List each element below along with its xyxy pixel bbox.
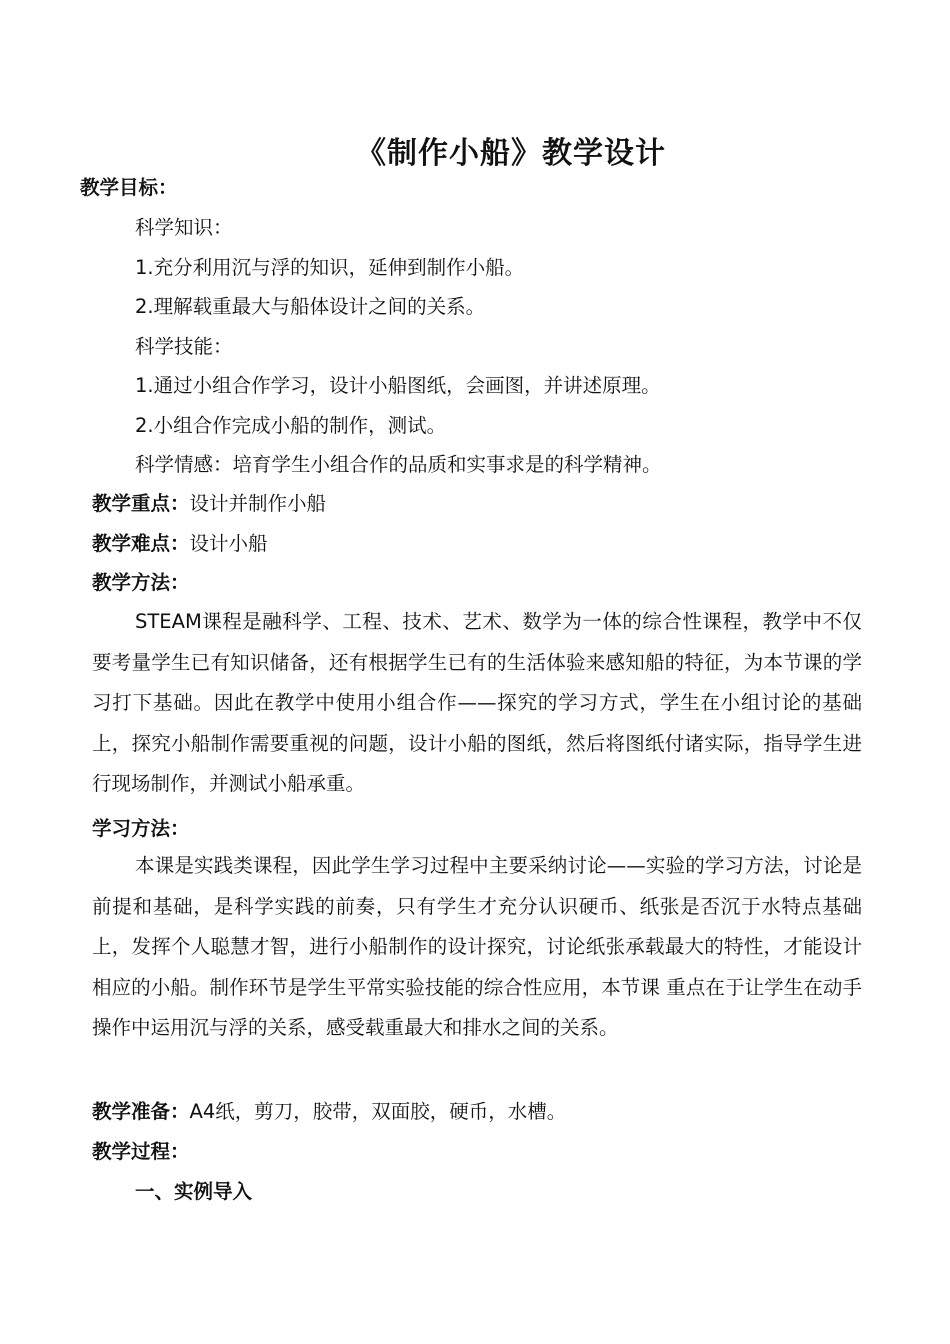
- difficulty-point: [92, 532, 268, 556]
- objectives-heading: 教学目标：: [80, 176, 178, 199]
- teaching-method-paragraph: STEAM课程是融科学、工程、技术、艺术、数学为一体的综合性课程，教学中不仅要考量学生已有知识储备，还有根据学生已有的生活体验来感知船的特征，为本节课的学习打下基础。因此在教学中使用小组合作——探究的学习方式，学生在小组讨论的基础上，探究小船制作需要重视的问题，设计小船的图纸，然后将图纸付诸实际，指导学生进行现场制作，并测试小船承重。: [92, 610, 862, 795]
- knowledge-item-1: 1.充分利用沉与浮的知识，延伸到制作小船。: [135, 256, 525, 279]
- document-title: 《制作小船》教学设计: [356, 136, 666, 171]
- emotion-objective: 科学情感：培育学生小组合作的品质和实事求是的科学精神。: [135, 453, 662, 476]
- skills-item-2: 2.小组合作完成小船的制作，测试。: [135, 414, 447, 437]
- difficulty-label: 教学难点：: [92, 532, 190, 555]
- teaching-method-heading: 教学方法：: [92, 571, 190, 594]
- learning-method-paragraph: 本课是实践类课程，因此学生学习过程中主要采纳讨论——实验的学习方法，讨论是前提和基础，是科学实践的前奏，只有学生才充分认识硬币、纸张是否沉于水特点基础上，发挥个人聪慧才智，进行小船制作的设计探究，讨论纸张承载最大的特性，才能设计相应的小船。制作环节是学生平常实验技能的综合性应用，本节课 重点在于让学生在动手操作中运用沉与浮的关系，感受载重最大和排水之间的关系。: [92, 854, 862, 1039]
- preparation-text: A4纸，剪刀，胶带，双面胶，硬币，水槽。: [189, 1100, 567, 1123]
- key-point-label: 教学重点：: [92, 492, 190, 515]
- process-heading: 教学过程：: [92, 1140, 190, 1163]
- difficulty-text: 设计小船: [189, 532, 268, 555]
- knowledge-label: 科学知识：: [135, 216, 233, 239]
- key-point-text: 设计并制作小船: [189, 492, 327, 515]
- preparation: [92, 1100, 566, 1124]
- knowledge-item-2: 2.理解载重最大与船体设计之间的关系。: [135, 295, 486, 318]
- skills-label: 科学技能：: [135, 335, 233, 358]
- key-point: [92, 492, 326, 516]
- skills-item-1: 1.通过小组合作学习，设计小船图纸，会画图，并讲述原理。: [135, 374, 661, 397]
- preparation-label: 教学准备：: [92, 1100, 190, 1123]
- learning-method-heading: 学习方法：: [92, 817, 190, 840]
- process-step-1: 一、实例导入: [135, 1180, 253, 1203]
